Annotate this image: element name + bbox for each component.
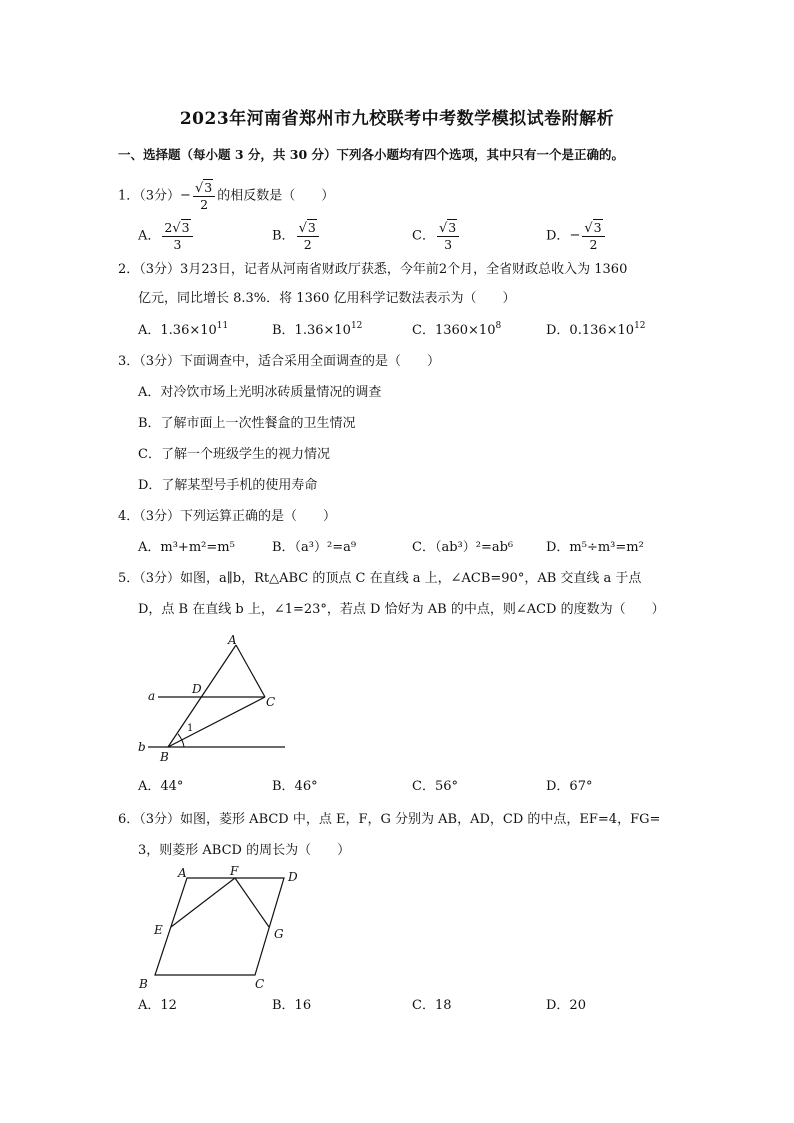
label-D: D xyxy=(192,682,202,696)
label-A: A xyxy=(228,633,237,647)
label-E: E xyxy=(154,923,163,937)
q2-line-1: 2．（3分）3月23日，记者从河南省财政厅获悉，今年前2个月，全省财政总收入为 1360 xyxy=(118,262,628,277)
label-C: C xyxy=(266,695,276,709)
q6-option-d: D．20 xyxy=(546,998,586,1013)
label-angle-1: 1 xyxy=(187,723,194,734)
q3-option-b: B．了解市面上一次性餐盒的卫生情况 xyxy=(138,416,356,431)
label-A: A xyxy=(178,866,187,880)
q4-option-a: A．m³+m²=m⁵ xyxy=(138,540,235,555)
q6-option-c: C．18 xyxy=(412,998,452,1013)
label-B: B xyxy=(139,977,148,991)
label-F: F xyxy=(230,864,239,878)
q3-option-d: D．了解某型号手机的使用寿命 xyxy=(138,478,318,493)
label-b: b xyxy=(138,740,146,754)
q1-option-a: A． $\frac{2√3}{3}$ xyxy=(138,220,195,252)
q1-option-d: D．− $\frac{√3}{2}$ xyxy=(546,220,607,252)
q5-option-a: A．44° xyxy=(138,779,184,794)
q4-option-b: B．（a³）²=a⁹ xyxy=(272,540,357,555)
segment-fg xyxy=(235,878,269,927)
q2-option-b: B．$1.36\times 10^{12}$ xyxy=(272,321,363,338)
q6-line-2: 3，则菱形 ABCD 的周长为（ ） xyxy=(138,843,351,858)
q6-figure xyxy=(130,862,310,992)
q5-figure xyxy=(130,630,300,770)
label-C: C xyxy=(255,977,265,991)
q5-option-c: C．56° xyxy=(412,779,458,794)
q5-option-b: B．46° xyxy=(272,779,318,794)
label-G: G xyxy=(274,927,284,941)
segment-ab xyxy=(168,645,236,747)
segment-ac xyxy=(236,645,265,697)
q1-stem-sign: − xyxy=(180,188,191,203)
q1-prefix: 1．（3分） xyxy=(118,188,181,204)
label-D: D xyxy=(288,870,298,884)
q4-option-c: C．（ab³）²=ab⁶ xyxy=(412,540,514,555)
q3-option-c: C．了解一个班级学生的视力情况 xyxy=(138,447,330,462)
rhombus-abcd xyxy=(155,878,284,975)
q5-line-1: 5．（3分）如图，a∥b，Rt△ABC 的顶点 C 在直线 a 上，∠ACB=90°，AB 交直线 a 于点 xyxy=(118,571,642,586)
section-heading: 一、选择题（每小题 3 分，共 30 分）下列各小题均有四个选项，其中只有一个是正确的。 xyxy=(118,147,625,162)
q3-option-a: A．对冷饮市场上光明冰砖质量情况的调查 xyxy=(138,385,382,400)
segment-bc xyxy=(168,697,265,747)
page-title: 2023年河南省郑州市九校联考中考数学模拟试卷附解析 xyxy=(179,109,615,129)
question-1-stem xyxy=(118,180,334,212)
q1-stem-fraction: $\frac{√3}{2}$ xyxy=(193,180,215,212)
label-a: a xyxy=(148,689,156,703)
label-B: B xyxy=(160,750,169,764)
q1-option-b: B． $\frac{√3}{2}$ xyxy=(272,220,321,252)
q6-line-1: 6．（3分）如图，菱形 ABCD 中，点 E，F，G 分别为 AB，AD，CD 的中点，EF=4，FG= xyxy=(118,812,661,827)
q2-option-a: A．$1.36\times 10^{11}$ xyxy=(138,321,229,338)
q4-stem: 4．（3分）下列运算正确的是（ ） xyxy=(118,509,337,524)
q6-option-a: A．12 xyxy=(138,998,177,1013)
q3-stem: 3．（3分）下面调查中，适合采用全面调查的是（ ） xyxy=(118,354,441,369)
q2-option-c: C．$1360\times 10^8$ xyxy=(412,321,502,338)
q1-suffix: 的相反数是（ ） xyxy=(217,188,335,204)
q6-option-b: B．16 xyxy=(272,998,312,1013)
q4-option-d: D．m⁵÷m³=m² xyxy=(546,540,644,555)
q2-option-d: D．$0.136\times 10^{12}$ xyxy=(546,321,646,338)
q2-line-2: 亿元，同比增长 8.3%．将 1360 亿用科学记数法表示为（ ） xyxy=(138,291,516,306)
q1-option-c: C． $\frac{√3}{3}$ xyxy=(412,220,461,252)
segment-ef xyxy=(171,878,235,927)
q5-option-d: D．67° xyxy=(546,779,593,794)
q5-line-2: D，点 B 在直线 b 上，∠1=23°，若点 D 恰好为 AB 的中点，则∠ACD 的度数为（ ） xyxy=(138,602,665,617)
